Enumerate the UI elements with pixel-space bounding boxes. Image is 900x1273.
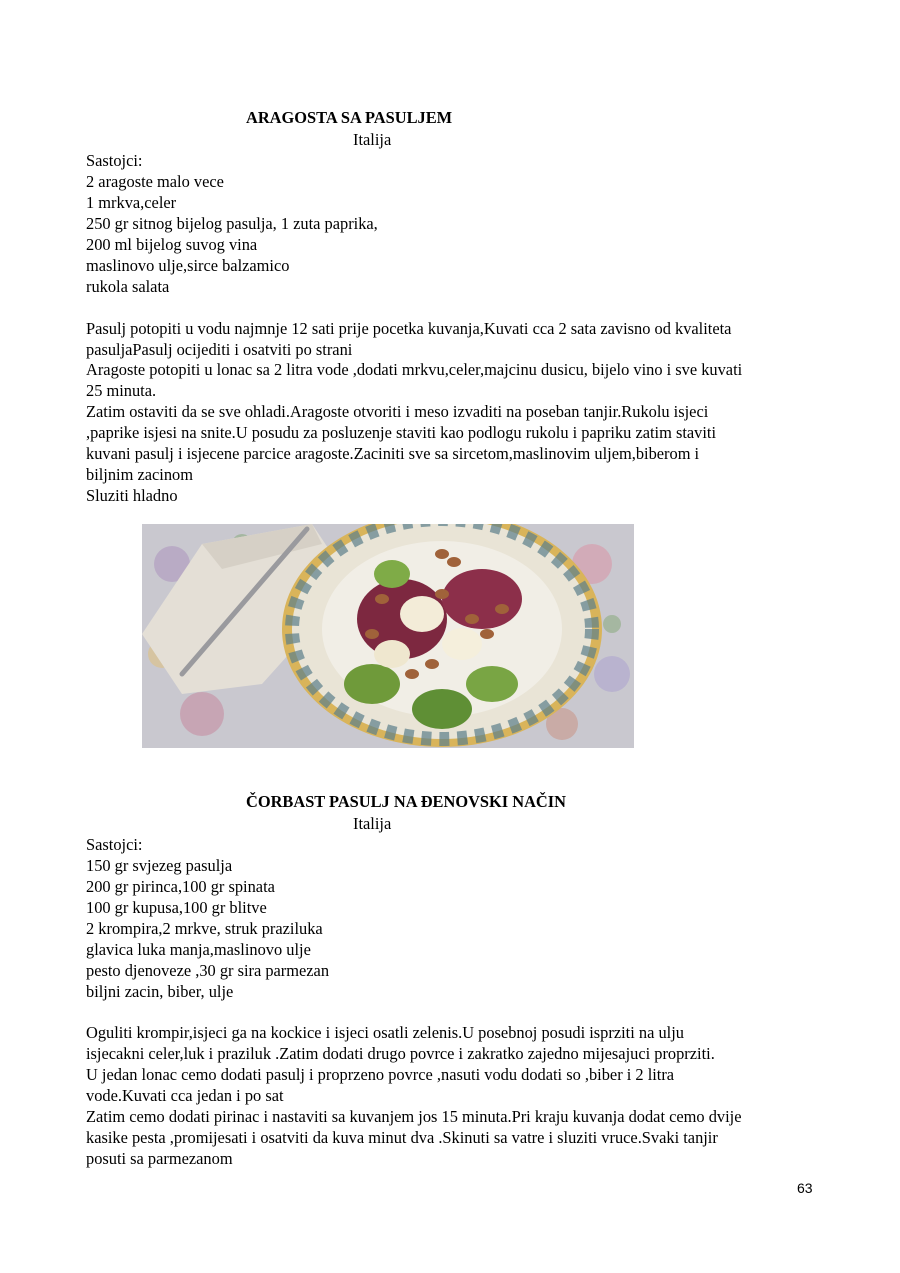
recipe2-ingredient: biljni zacin, biber, ulje: [86, 982, 234, 1001]
recipe2-ingredient: pesto djenoveze ,30 gr sira parmezan: [86, 961, 330, 980]
dish-photo: [142, 524, 634, 748]
recipe1-origin: Italija: [353, 130, 392, 149]
recipe2-ingredient: glavica luka manja,maslinovo ulje: [86, 940, 311, 959]
page-number: 63: [797, 1180, 813, 1196]
recipe2-ingredient: 2 krompira,2 mrkve, struk praziluka: [86, 919, 323, 938]
recipe1-instruction: 25 minuta.: [86, 381, 157, 400]
recipe2-origin: Italija: [353, 814, 392, 833]
recipe1-title: ARAGOSTA SA PASULJEM: [246, 108, 453, 127]
recipe1-instruction: kuvani pasulj i isjecene parcice aragoste.Zaciniti sve sa sircetom,maslinovim uljem,biberom i: [86, 444, 700, 463]
recipe1-instruction: Zatim ostaviti da se sve ohladi.Aragoste otvoriti i meso izvaditi na poseban tanjir.Rukolu isjeci: [86, 402, 709, 421]
recipe2-ingredient: 100 gr kupusa,100 gr blitve: [86, 898, 267, 917]
recipe1-instruction: biljnim zacinom: [86, 465, 193, 484]
recipe1-instruction: Pasulj potopiti u vodu najmnje 12 sati prije pocetka kuvanja,Kuvati cca 2 sata zavisno od kvaliteta: [86, 319, 732, 338]
recipe1-instruction: ,paprike isjesi na snite.U posudu za posluzenje staviti kao podlogu rukolu i papriku zatim staviti: [86, 423, 717, 442]
recipe1-ingredient: 200 ml bijelog suvog vina: [86, 235, 258, 254]
recipe2-ingredient: 200 gr pirinca,100 gr spinata: [86, 877, 275, 896]
recipe2-instruction: vode.Kuvati cca jedan i po sat: [86, 1086, 284, 1105]
recipe1-instruction: Sluziti hladno: [86, 486, 178, 505]
recipe2-instruction: Zatim cemo dodati pirinac i nastaviti sa kuvanjem jos 15 minuta.Pri kraju kuvanja dodat cemo dvije: [86, 1107, 742, 1126]
recipe2-instruction: posuti sa parmezanom: [86, 1149, 233, 1168]
recipe1-instruction: pasuljaPasulj ocijediti i osatviti po strani: [86, 340, 353, 359]
recipe1-ingredient: 2 aragoste malo vece: [86, 172, 224, 191]
recipe1-ingredients-label: Sastojci:: [86, 151, 143, 170]
recipe1-ingredient: 250 gr sitnog bijelog pasulja, 1 zuta paprika,: [86, 214, 378, 233]
recipe1-ingredient: maslinovo ulje,sirce balzamico: [86, 256, 290, 275]
recipe2-instruction: kasike pesta ,promijesati i osatviti da kuva minut dva .Skinuti sa vatre i sluziti vruce.Svaki tanjir: [86, 1128, 718, 1147]
recipe2-title: ČORBAST PASULJ NA ĐENOVSKI NAČIN: [246, 792, 566, 811]
recipe1-instruction: Aragoste potopiti u lonac sa 2 litra vode ,dodati mrkvu,celer,majcinu dusicu, bijelo vino i sve kuvati: [86, 360, 743, 379]
recipe2-instruction: Oguliti krompir,isjeci ga na kockice i isjeci osatli zelenis.U posebnoj posudi isprziti na ulju: [86, 1023, 684, 1042]
recipe2-instruction: isjecakni celer,luk i praziluk .Zatim dodati drugo povrce i zakratko zajedno mijesajuci proprziti.: [86, 1044, 715, 1063]
recipe2-ingredients-label: Sastojci:: [86, 835, 143, 854]
recipe1-ingredient: 1 mrkva,celer: [86, 193, 177, 212]
recipe1-ingredient: rukola salata: [86, 277, 170, 296]
recipe2-ingredient: 150 gr svjezeg pasulja: [86, 856, 233, 875]
recipe2-instruction: U jedan lonac cemo dodati pasulj i proprzeno povrce ,nasuti vodu dodati so ,biber i 2 litra: [86, 1065, 675, 1084]
